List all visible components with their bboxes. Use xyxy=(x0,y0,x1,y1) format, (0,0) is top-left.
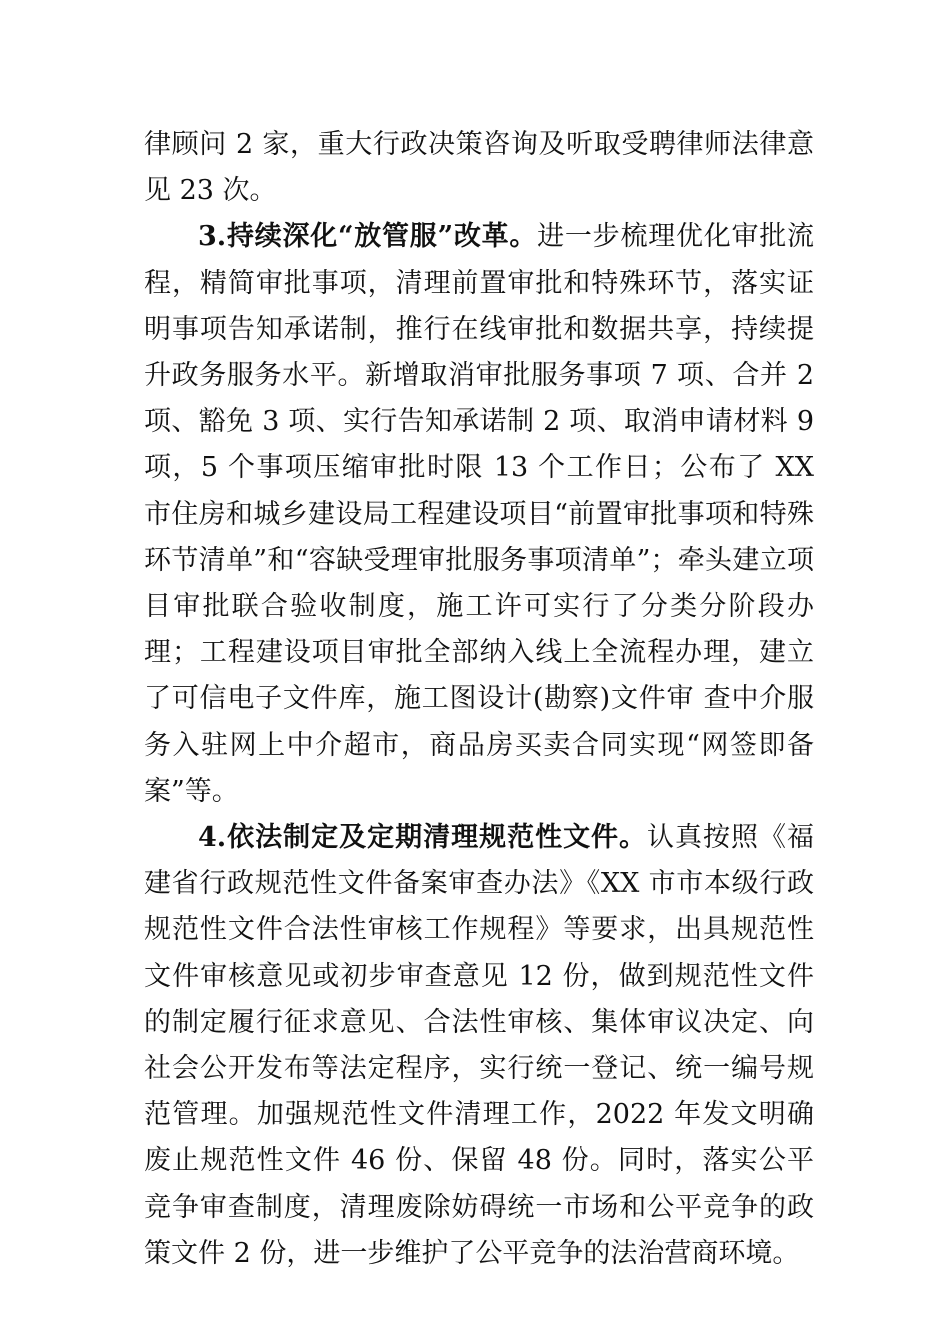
paragraph-fangguanfu-reform xyxy=(144,214,814,815)
paragraph-text: 认真按照《福建省行政规范性文件备案审查办法》《XX 市市本级行政规范性文件合法性审核工作规程》等要求，出具规范性文件审核意见或初步审查意见 12 份，做到规范性文件的制定履行征求意见、合法性审核、集体审议决定、向社会公开发布等法定程序，实行统一登记、统一编号规范管理。加强规范性文件清理工作，2022 年发文明确废止规范性文件 46 份、保留 48 份。同时，落实公平竞争审查制度，清理废除妨碍统一市场和公平竞争的政策文件 2 份，进一步维护了公平竞争的法治营商环境。 xyxy=(144,822,815,1269)
paragraph-text: 律顾问 2 家，重大行政决策咨询及听取受聘律师法律意见 23 次。 xyxy=(144,129,814,207)
paragraph-heading: 3.持续深化“放管服”改革。 xyxy=(198,221,538,253)
paragraph-normative-documents xyxy=(144,815,814,1277)
body-text xyxy=(144,122,814,1277)
paragraph-heading: 4.依法制定及定期清理规范性文件。 xyxy=(198,822,648,854)
paragraph-continuation xyxy=(144,122,814,214)
paragraph-text: 进一步梳理优化审批流程，精简审批事项，清理前置审批和特殊环节，落实证明事项告知承诺制，推行在线审批和数据共享，持续提升政务服务水平。新增取消审批服务事项 7 项、合并 2 项、豁免 3 项、实行告知承诺制 2 项、取消申请材料 9 项，5 个事项压缩审批时限 13 个工作日；公布了 XX 市住房和城乡建设局工程建设项目“前置审批事项和特殊环节清单”和“容缺受理审批服务事项清单”；牵头建立项目审批联合验收制度，施工许可实行了分类分阶段办理；工程建设项目审批全部纳入线上全流程办理，建立了可信电子文件库，施工图设计(勘察)文件审 查中介服务入驻网上中介超市，商品房买卖合同实现“网签即备案”等。 xyxy=(144,221,815,807)
